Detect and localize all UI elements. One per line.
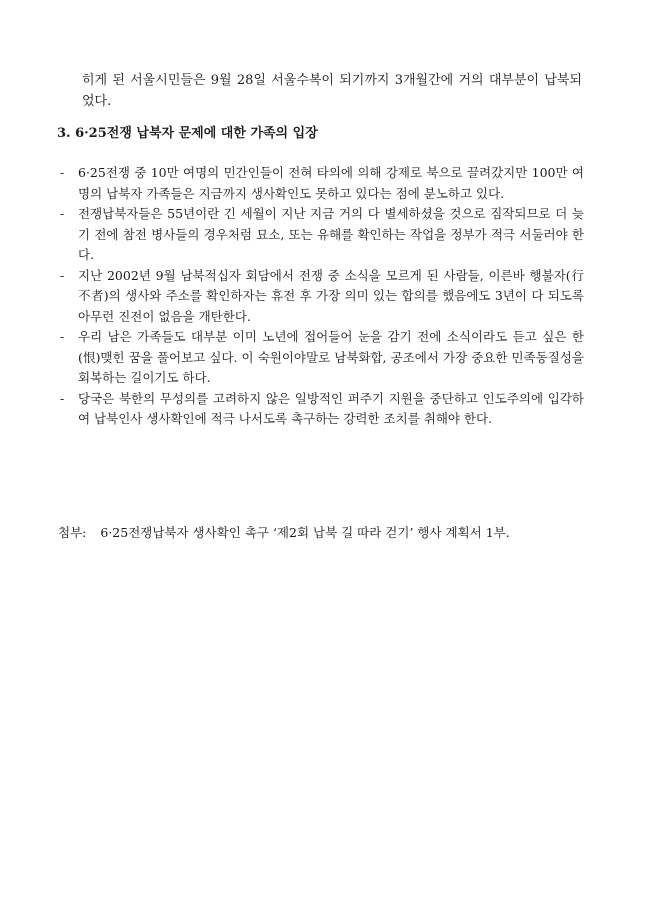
list-item	[58, 389, 584, 430]
continuation-paragraph: 히게 된 서울시민들은 9월 28일 서울수복이 되기까지 3개월간에 거의 대부분이 납북되었다.	[82, 73, 582, 109]
list-bullet: -	[60, 329, 65, 344]
list-item	[58, 327, 584, 389]
list-bullet: -	[60, 165, 65, 180]
list-item-text: 지난 2002년 9월 남북적십자 회담에서 전쟁 중 소식을 모르게 된 사람들, 이른바 행불자(行不者)의 생사와 주소를 확인하자는 휴전 후 가장 의미 있는 합의를 했음에도 3년이 다 되도록 아무런 진전이 없음을 개탄한다.	[78, 267, 584, 324]
attachment-label: 첨부:	[58, 525, 87, 540]
list-item-text: 우리 남은 가족들도 대부분 이미 노년에 접어들어 눈을 감기 전에 소식이라도 듣고 싶은 한(恨)맺힌 꿈을 풀어보고 싶다. 이 숙원이야말로 남북화합, 공조에서 가장 중요한 민족동질성을 회복하는 길이기도 하다.	[78, 329, 584, 385]
list-item	[58, 266, 584, 328]
list-item	[58, 163, 584, 204]
attachment-line	[58, 523, 510, 543]
list-bullet: -	[60, 267, 65, 283]
list-item-text: 당국은 북한의 무성의를 고려하지 않은 일방적인 퍼주기 지원을 중단하고 인도주의에 입각하여 납북인사 생사확인에 적극 나서도록 촉구하는 강력한 조치를 취해야 한다.	[78, 390, 584, 426]
list-bullet: -	[60, 206, 65, 221]
section-heading: 3. 6·25전쟁 납북자 문제에 대한 가족의 입장	[57, 126, 318, 141]
attachment-text: 6·25전쟁납북자 생사확인 촉구 ‘제2회 납북 길 따라 걷기’ 행사 계획서 1부.	[100, 525, 510, 540]
position-list	[58, 163, 584, 430]
list-item-text: 전쟁납북자들은 55년이란 긴 세월이 지난 지금 거의 다 별세하셨을 것으로 짐작되므로 더 늦기 전에 참전 병사들의 경우처럼 묘소, 또는 유해를 확인하는 작업을 정부가 적극 서둘러야 한다.	[78, 206, 584, 262]
list-item	[58, 204, 584, 266]
list-bullet: -	[60, 390, 65, 406]
list-item-text: 6·25전쟁 중 10만 여명의 민간인들이 전혀 타의에 의해 강제로 북으로 끌려갔지만 100만 여명의 납북자 가족들은 지금까지 생사확인도 못하고 있다는 점에 분노하고 있다.	[78, 165, 584, 201]
